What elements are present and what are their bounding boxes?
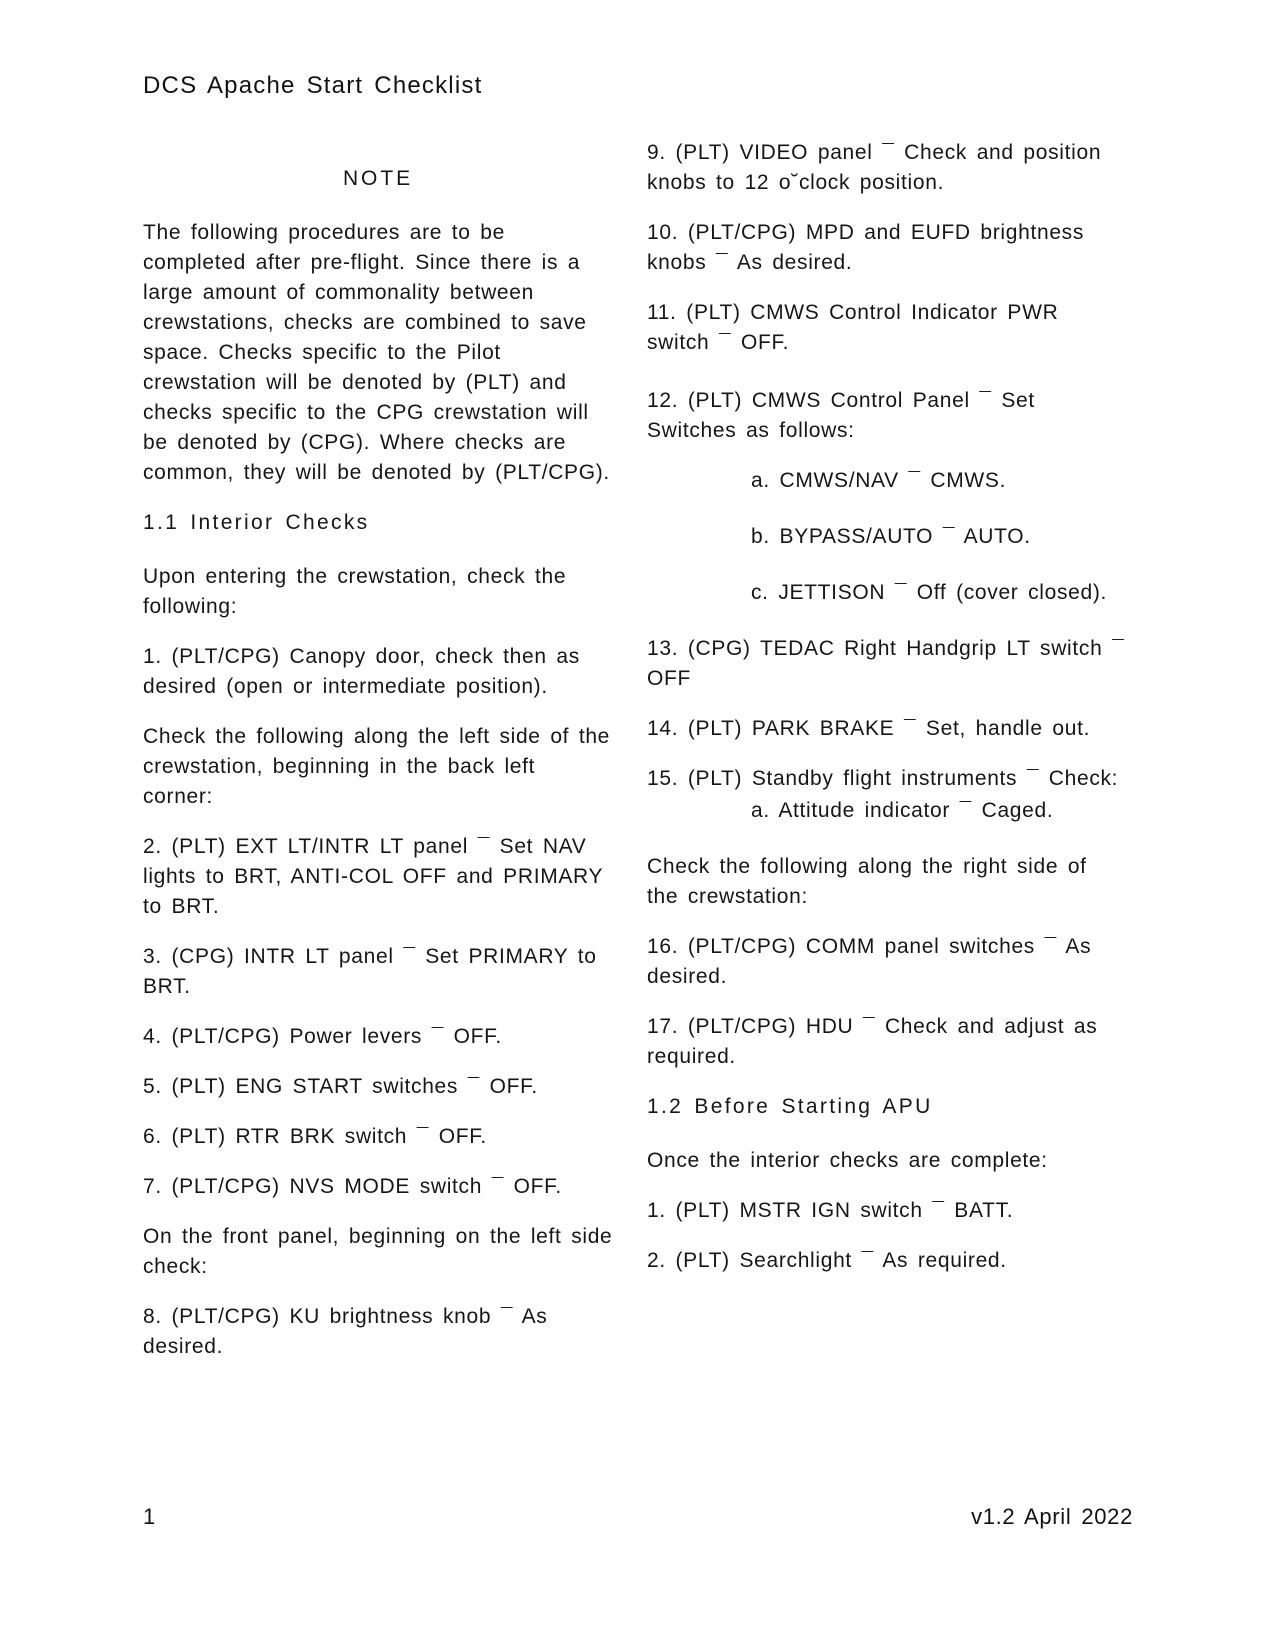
- page-number: 1: [143, 1504, 156, 1529]
- checklist-item: 16. (PLT/CPG) COMM panel switches ¯ As desired.: [647, 935, 1092, 988]
- intro-paragraph: The following procedures are to be completed after pre-flight. Since there is a large amount of commonality between crewstations, checks are combined to save space. Checks specific to the Pilot crewstation will be denoted by (PLT) and checks specific to the CPG crewstation will be denoted by (CPG). Where checks are common, they will be denoted by (PLT/CPG).: [143, 221, 610, 484]
- paragraph: Check the following along the left side of the crewstation, beginning in the back left corner:: [143, 725, 611, 808]
- paragraph: Once the interior checks are complete:: [647, 1149, 1048, 1172]
- checklist-item: 12. (PLT) CMWS Control Panel ¯ Set Switches as follows:: [647, 389, 1035, 442]
- section-heading-before-starting-apu: 1.2 Before Starting APU: [647, 1095, 933, 1118]
- paragraph: On the front panel, beginning on the left side check:: [143, 1225, 613, 1278]
- checklist-item: 8. (PLT/CPG) KU brightness knob ¯ As desired.: [143, 1305, 548, 1358]
- document-body: [143, 138, 1125, 1382]
- checklist-item: 4. (PLT/CPG) Power levers ¯ OFF.: [143, 1025, 502, 1048]
- checklist-item: 5. (PLT) ENG START switches ¯ OFF.: [143, 1075, 538, 1098]
- checklist-subitem: b. BYPASS/AUTO ¯ AUTO.: [751, 525, 1031, 548]
- checklist-subitem: a. CMWS/NAV ¯ CMWS.: [751, 469, 1007, 492]
- document-title: DCS Apache Start Checklist: [143, 72, 483, 99]
- right-column: [647, 138, 1125, 1382]
- checklist-item: 2. (PLT) EXT LT/INTR LT panel ¯ Set NAV lights to BRT, ANTI-COL OFF and PRIMARY to BRT.: [143, 835, 603, 918]
- checklist-item: 9. (PLT) VIDEO panel ¯ Check and position knobs to 12 o˘clock position.: [647, 141, 1102, 194]
- document-footer: [143, 1502, 1133, 1532]
- version-label: v1.2 April 2022: [971, 1504, 1133, 1529]
- checklist-item: 17. (PLT/CPG) HDU ¯ Check and adjust as required.: [647, 1015, 1098, 1068]
- checklist-item: 7. (PLT/CPG) NVS MODE switch ¯ OFF.: [143, 1175, 562, 1198]
- section-heading-interior-checks: 1.1 Interior Checks: [143, 511, 370, 534]
- checklist-item: 11. (PLT) CMWS Control Indicator PWR switch ¯ OFF.: [647, 301, 1059, 354]
- checklist-item: 10. (PLT/CPG) MPD and EUFD brightness knobs ¯ As desired.: [647, 221, 1085, 274]
- checklist-item: 2. (PLT) Searchlight ¯ As required.: [647, 1249, 1007, 1272]
- left-column: [143, 138, 613, 1382]
- checklist-item: 13. (CPG) TEDAC Right Handgrip LT switch ¯ OFF: [647, 637, 1125, 690]
- checklist-item: 14. (PLT) PARK BRAKE ¯ Set, handle out.: [647, 717, 1091, 740]
- paragraph: Check the following along the right side of the crewstation:: [647, 855, 1087, 908]
- paragraph: Upon entering the crewstation, check the following:: [143, 565, 567, 618]
- checklist-item: 15. (PLT) Standby flight instruments ¯ Check:: [647, 767, 1119, 790]
- checklist-subitem: a. Attitude indicator ¯ Caged.: [751, 799, 1054, 822]
- checklist-item: 1. (PLT/CPG) Canopy door, check then as desired (open or intermediate position).: [143, 645, 580, 698]
- checklist-item: 1. (PLT) MSTR IGN switch ¯ BATT.: [647, 1199, 1014, 1222]
- checklist-subitem: c. JETTISON ¯ Off (cover closed).: [751, 581, 1108, 604]
- note-label: NOTE: [342, 167, 414, 190]
- checklist-item: 3. (CPG) INTR LT panel ¯ Set PRIMARY to BRT.: [143, 945, 597, 998]
- checklist-item: 6. (PLT) RTR BRK switch ¯ OFF.: [143, 1125, 487, 1148]
